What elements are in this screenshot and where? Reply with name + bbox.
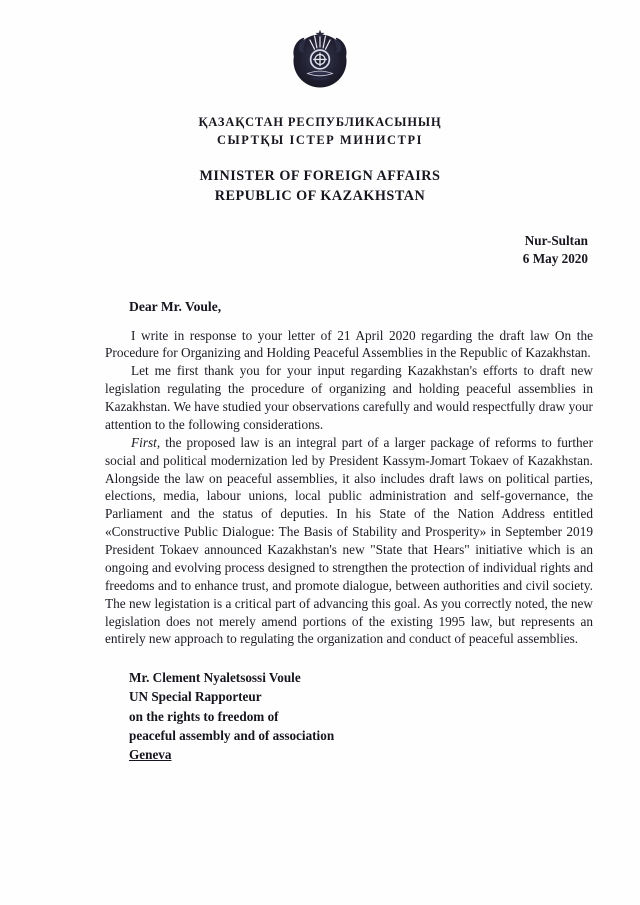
body-paragraph-1: I write in response to your letter of 21 April 2020 regarding the draft law On the Procedure for Organizing and Holding Peaceful Assemblies in the Republic of Kazakhstan. xyxy=(105,327,593,361)
body-paragraph-3 xyxy=(105,434,593,649)
ministry-name-kazakh-line-2: СЫРТҚЫ ІСТЕР МИНИСТРІ xyxy=(216,132,424,147)
ministry-name-kazakh xyxy=(0,114,640,149)
place-of-issue: Nur-Sultan xyxy=(524,233,588,249)
addressee-block xyxy=(0,668,640,764)
addressee-name: Mr. Clement Nyaletsossi Voule xyxy=(129,670,301,686)
addressee-mandate-line-2: peaceful assembly and of association xyxy=(129,727,335,743)
letter-body xyxy=(0,327,640,649)
ministry-name-english-line-2: REPUBLIC OF KAZAKHSTAN xyxy=(214,187,426,204)
salutation: Dear Mr. Voule, xyxy=(129,298,222,314)
date-of-issue: 6 May 2020 xyxy=(522,250,588,266)
addressee-title: UN Special Rapporteur xyxy=(129,689,262,705)
place-and-date-block xyxy=(0,232,640,267)
body-paragraph-2: Let me first thank you for your input regarding Kazakhstan's efforts to draft new legislation regulating the procedure of organizing and holding peaceful assemblies in Kazakhstan. We have studied your observations carefully and would respectfully draw your attention to the following considerations. xyxy=(105,363,593,432)
addressee-mandate-line-1: on the rights to freedom of xyxy=(129,708,279,724)
addressee-city: Geneva xyxy=(129,746,172,762)
ministry-name-english-line-1: MINISTER OF FOREIGN AFFAIRS xyxy=(199,168,441,185)
ministry-name-kazakh-line-1: ҚАЗАҚСТАН РЕСПУБЛИКАСЫНЫҢ xyxy=(198,115,442,129)
letterhead xyxy=(0,0,640,206)
ministry-name-english xyxy=(0,167,640,206)
coat-of-arms-of-kazakhstan-icon xyxy=(281,22,359,100)
body-paragraph-3-rest: the proposed law is an integral part of a larger package of reforms to further social and political modernization led by President Kassym-Jomart Tokaev of Kazakhstan. Alongside the law on peaceful assemblies, it also includes draft laws on political parties, elections, media, labour unions, local public administration and self-governance, the Parliament and the status of deputies. In his State of the Nation Address entitled «Constructive Public Dialogue: The Basis of Stability and Prosperity» in September 2019 President Tokaev announced Kazakhstan's new "State that Hears" initiative which is an ongoing and evolving process designed to strengthen the protection of individual rights and freedoms and to enhance trust, and promote dialogue, between authorities and civil society. The new legistation is a critical part of advancing this goal. As you correctly noted, the new legislation does not merely amend portions of the existing 1995 law, but represents an entirely new approach to regulating the organization and conduct of peaceful assemblies. xyxy=(105,434,593,647)
body-paragraph-3-lead: First, xyxy=(131,434,161,450)
